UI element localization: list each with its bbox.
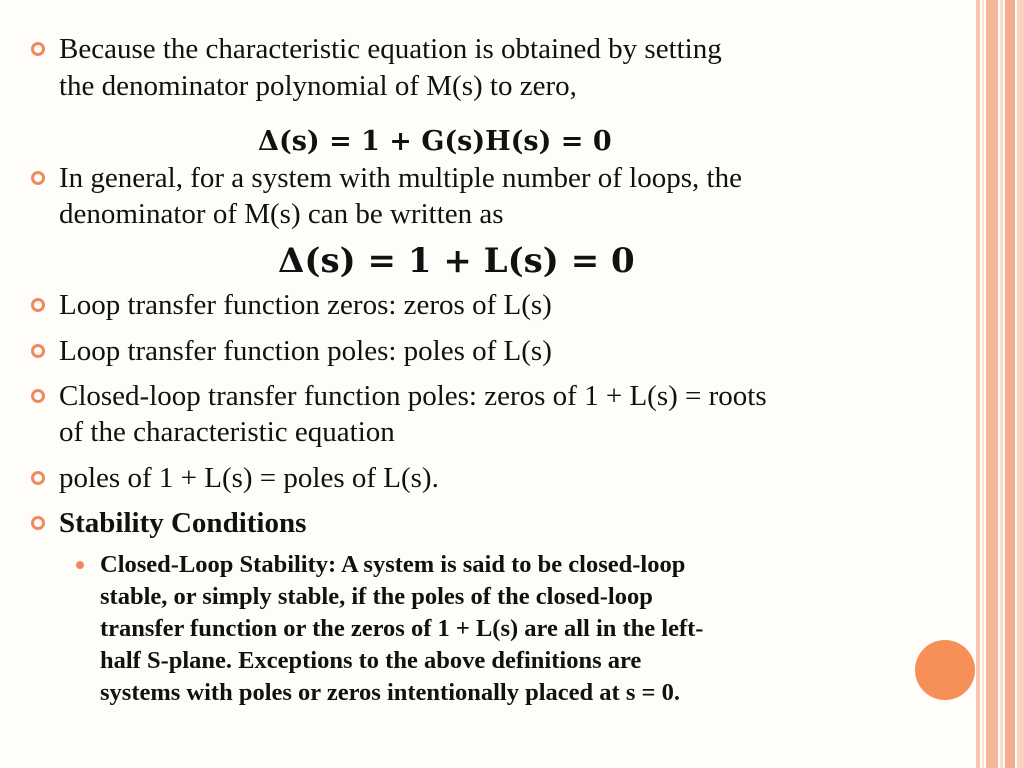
decorative-circle: [915, 640, 975, 700]
ring-bullet-icon: [30, 470, 46, 486]
ring-bullet-icon: [30, 41, 46, 57]
bullet-5-line-2: of the characteristic equation: [59, 416, 395, 448]
ring-bullet-icon: [30, 515, 46, 531]
equation-2: Δ(s) = 1 + L(s) = 0: [278, 241, 635, 281]
sub-bullet-line-2: stable, or simply stable, if the poles of the closed-loop: [100, 583, 653, 610]
bullet-4-line-1: Loop transfer function poles: poles of L(s): [59, 335, 552, 367]
ring-bullet-icon: [30, 343, 46, 359]
bullet-1-line-1: Because the characteristic equation is obtained by setting: [59, 33, 722, 65]
ring-bullet-icon: [30, 170, 46, 186]
bullet-2-line-1: In general, for a system with multiple number of loops, the: [59, 162, 742, 194]
decorative-stripes: [976, 0, 1024, 768]
sub-bullet-line-5: systems with poles or zeros intentionally placed at s = 0.: [100, 679, 680, 706]
bullet-5-line-1: Closed-loop transfer function poles: zeros of 1 + L(s) = roots: [59, 380, 767, 412]
ring-bullet-icon: [30, 388, 46, 404]
sub-bullet-line-3: transfer function or the zeros of 1 + L(s) are all in the left-: [100, 615, 704, 642]
bullet-6-line-1: poles of 1 + L(s) = poles of L(s).: [59, 462, 439, 494]
stability-conditions-heading: Stability Conditions: [59, 507, 307, 539]
sub-bullet-line-1: Closed-Loop Stability: A system is said to be closed-loop: [100, 551, 686, 578]
ring-bullet-icon: [30, 297, 46, 313]
bullet-2-line-2: denominator of M(s) can be written as: [59, 198, 504, 230]
bullet-3-line-1: Loop transfer function zeros: zeros of L(s): [59, 289, 552, 321]
bullet-1-line-2: the denominator polynomial of M(s) to zero,: [59, 70, 577, 102]
sub-bullet-line-4: half S-plane. Exceptions to the above definitions are: [100, 647, 642, 674]
dot-bullet-icon: [76, 561, 84, 569]
equation-1: Δ(s) = 1 + G(s)H(s) = 0: [258, 126, 612, 157]
